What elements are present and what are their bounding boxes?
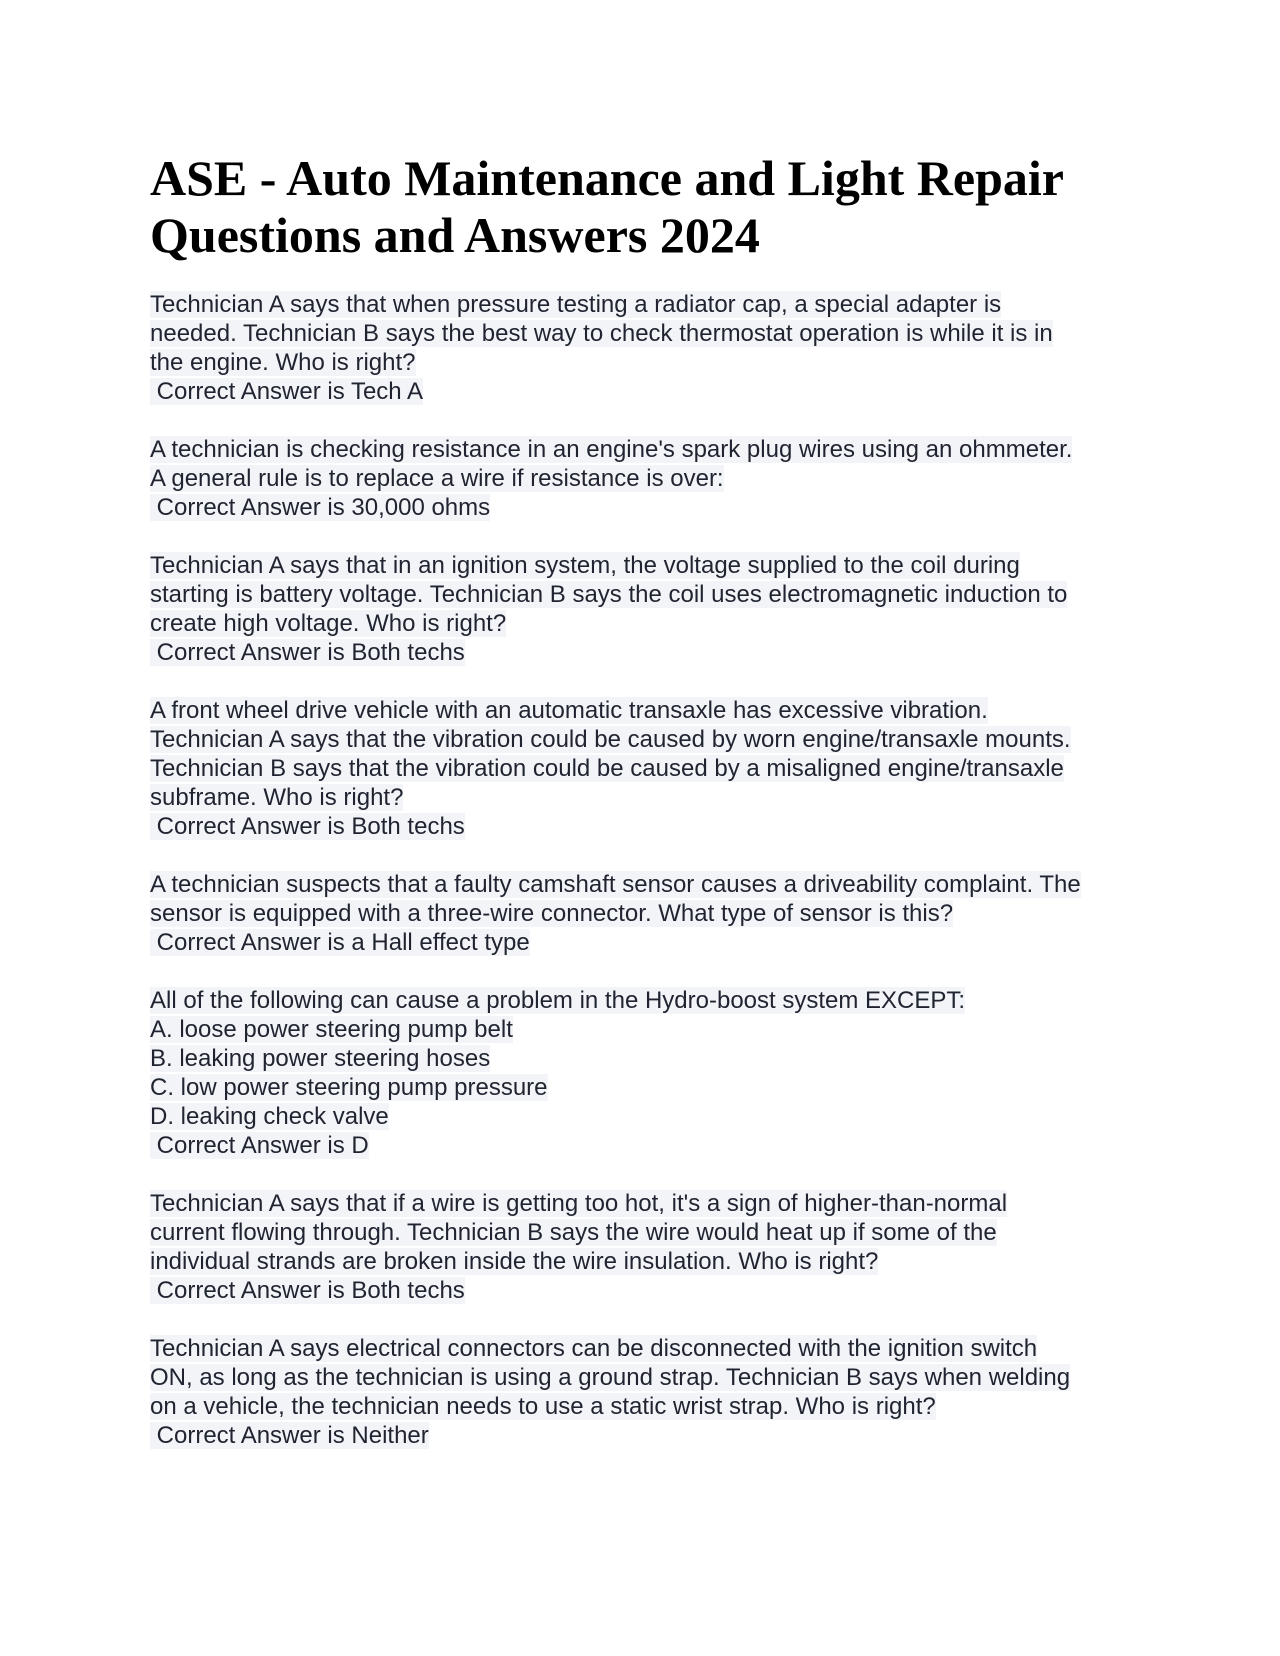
question-text: Technician A says that in an ignition system, the voltage supplied to the coil during <box>150 552 1020 579</box>
question-text: All of the following can cause a problem in the Hydro-boost system EXCEPT: <box>150 987 966 1014</box>
question-line <box>150 290 1150 319</box>
question-text: Technician A says that if a wire is getting too hot, it's a sign of higher-than-normal <box>150 1190 1008 1217</box>
question-line <box>150 696 1150 725</box>
answer-text: Correct Answer is 30,000 ohms <box>150 494 491 521</box>
answer-text: Correct Answer is a Hall effect type <box>150 929 530 956</box>
document-title <box>150 150 1150 264</box>
qa-item-1 <box>150 290 1150 406</box>
answer-text: Correct Answer is Both techs <box>150 639 465 666</box>
answer-line <box>150 493 1150 522</box>
question-line <box>150 754 1150 783</box>
answer-line <box>150 638 1150 667</box>
question-text: subframe. Who is right? <box>150 784 404 811</box>
title-line-1: ASE - Auto Maintenance and Light Repair <box>150 150 1064 206</box>
qa-item-6 <box>150 986 1150 1160</box>
option-text: D. leaking check valve <box>150 1103 389 1130</box>
answer-line <box>150 1421 1150 1450</box>
option-line <box>150 1073 1150 1102</box>
question-line <box>150 986 1150 1015</box>
qa-item-7 <box>150 1189 1150 1305</box>
question-line <box>150 899 1150 928</box>
qa-item-2 <box>150 435 1150 522</box>
answer-line <box>150 377 1150 406</box>
option-line <box>150 1015 1150 1044</box>
question-line <box>150 319 1150 348</box>
question-text: A front wheel drive vehicle with an automatic transaxle has excessive vibration. <box>150 697 988 724</box>
question-line <box>150 580 1150 609</box>
question-text: A technician suspects that a faulty camshaft sensor causes a driveability complaint. The <box>150 871 1081 898</box>
question-line <box>150 870 1150 899</box>
question-text: Technician B says that the vibration could be caused by a misaligned engine/transaxle <box>150 755 1064 782</box>
option-text: B. leaking power steering hoses <box>150 1045 491 1072</box>
question-text: A general rule is to replace a wire if resistance is over: <box>150 465 724 492</box>
question-line <box>150 435 1150 464</box>
document-page <box>150 150 1150 1479</box>
question-text: A technician is checking resistance in an engine's spark plug wires using an ohmmeter. <box>150 436 1073 463</box>
option-line <box>150 1044 1150 1073</box>
question-line <box>150 1189 1150 1218</box>
question-line <box>150 609 1150 638</box>
question-line <box>150 1363 1150 1392</box>
question-text: Technician A says that when pressure testing a radiator cap, a special adapter is <box>150 291 1002 318</box>
qa-item-5 <box>150 870 1150 957</box>
answer-text: Correct Answer is Tech A <box>150 378 423 405</box>
question-line <box>150 725 1150 754</box>
question-text: starting is battery voltage. Technician B says the coil uses electromagnetic induction to <box>150 581 1068 608</box>
question-text: on a vehicle, the technician needs to use a static wrist strap. Who is right? <box>150 1393 936 1420</box>
question-text: the engine. Who is right? <box>150 349 416 376</box>
option-line <box>150 1102 1150 1131</box>
question-line <box>150 348 1150 377</box>
question-text: Technician A says that the vibration could be caused by worn engine/transaxle mounts. <box>150 726 1071 753</box>
answer-text: Correct Answer is Neither <box>150 1422 429 1449</box>
answer-text: Correct Answer is Both techs <box>150 1277 465 1304</box>
question-line <box>150 1392 1150 1421</box>
question-line <box>150 1334 1150 1363</box>
question-text: Technician A says electrical connectors can be disconnected with the ignition switch <box>150 1335 1038 1362</box>
answer-line <box>150 1276 1150 1305</box>
question-line <box>150 464 1150 493</box>
answer-text: Correct Answer is D <box>150 1132 369 1159</box>
option-text: A. loose power steering pump belt <box>150 1016 513 1043</box>
question-text: sensor is equipped with a three-wire connector. What type of sensor is this? <box>150 900 954 927</box>
question-line <box>150 551 1150 580</box>
question-line <box>150 1247 1150 1276</box>
question-line <box>150 783 1150 812</box>
question-line <box>150 1218 1150 1247</box>
answer-line <box>150 928 1150 957</box>
answer-line <box>150 1131 1150 1160</box>
answer-line <box>150 812 1150 841</box>
question-text: needed. Technician B says the best way to check thermostat operation is while it is in <box>150 320 1053 347</box>
qa-item-3 <box>150 551 1150 667</box>
question-text: create high voltage. Who is right? <box>150 610 507 637</box>
question-text: current flowing through. Technician B says the wire would heat up if some of the <box>150 1219 997 1246</box>
question-text: individual strands are broken inside the wire insulation. Who is right? <box>150 1248 879 1275</box>
title-line-2: Questions and Answers 2024 <box>150 207 760 263</box>
option-text: C. low power steering pump pressure <box>150 1074 548 1101</box>
question-text: ON, as long as the technician is using a ground strap. Technician B says when welding <box>150 1364 1071 1391</box>
qa-item-4 <box>150 696 1150 841</box>
answer-text: Correct Answer is Both techs <box>150 813 465 840</box>
qa-item-8 <box>150 1334 1150 1450</box>
